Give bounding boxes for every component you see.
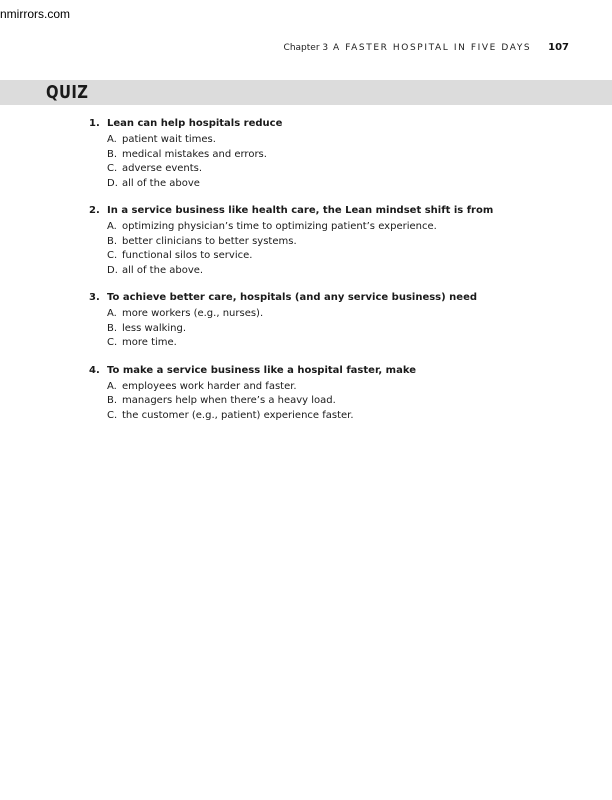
option-text: better clinicians to better systems. bbox=[122, 235, 297, 247]
section-header-band bbox=[0, 80, 612, 105]
answer-option bbox=[89, 235, 589, 250]
option-letter: C. bbox=[107, 337, 118, 348]
question-text: To achieve better care, hospitals (and any service business) need bbox=[107, 292, 478, 303]
question-prompt bbox=[89, 291, 589, 305]
question-prompt bbox=[89, 204, 589, 218]
answer-options bbox=[89, 380, 589, 424]
answer-options bbox=[89, 133, 589, 191]
question-list bbox=[89, 117, 589, 436]
option-letter: D. bbox=[107, 177, 118, 189]
option-letter: C. bbox=[107, 409, 118, 421]
option-text: less walking. bbox=[122, 322, 187, 334]
option-text: medical mistakes and errors. bbox=[122, 148, 267, 160]
option-letter: B. bbox=[107, 322, 118, 334]
page-number: 107 bbox=[548, 42, 569, 53]
answer-options bbox=[89, 307, 589, 351]
answer-option bbox=[89, 133, 589, 148]
section-title: QUIZ bbox=[46, 82, 89, 103]
answer-option bbox=[89, 177, 589, 192]
answer-option bbox=[89, 394, 589, 409]
question-number: 3. bbox=[89, 292, 100, 303]
option-letter: A. bbox=[107, 308, 117, 319]
option-text: the customer (e.g., patient) experience faster. bbox=[122, 409, 354, 421]
option-letter: C. bbox=[107, 163, 118, 174]
question-number: 4. bbox=[89, 364, 100, 376]
option-letter: B. bbox=[107, 148, 118, 160]
option-text: patient wait times. bbox=[122, 134, 216, 145]
question-text: In a service business like health care, the Lean mindset shift is from bbox=[107, 205, 494, 216]
answer-option bbox=[89, 249, 589, 264]
option-letter: B. bbox=[107, 395, 118, 406]
answer-options bbox=[89, 220, 589, 278]
question-text: To make a service business like a hospital faster, make bbox=[107, 364, 417, 376]
option-letter: A. bbox=[107, 221, 117, 232]
option-text: managers help when there’s a heavy load. bbox=[122, 395, 336, 406]
answer-option bbox=[89, 220, 589, 235]
option-letter: A. bbox=[107, 380, 117, 392]
answer-option bbox=[89, 336, 589, 351]
quiz-question-4 bbox=[89, 364, 589, 424]
question-prompt bbox=[89, 364, 589, 378]
option-letter: B. bbox=[107, 235, 118, 247]
answer-option bbox=[89, 322, 589, 337]
answer-option bbox=[89, 162, 589, 177]
option-text: employees work harder and faster. bbox=[122, 380, 297, 392]
option-text: more workers (e.g., nurses). bbox=[122, 308, 264, 319]
answer-option bbox=[89, 148, 589, 163]
option-letter: A. bbox=[107, 134, 117, 145]
watermark-text: nmirrors.com bbox=[0, 7, 71, 21]
answer-option bbox=[89, 264, 589, 279]
option-letter: D. bbox=[107, 264, 118, 276]
question-number: 1. bbox=[89, 118, 100, 129]
quiz-question-2 bbox=[89, 204, 589, 278]
chapter-title: A FASTER HOSPITAL IN FIVE DAYS bbox=[333, 43, 532, 53]
running-header bbox=[284, 42, 569, 53]
answer-option bbox=[89, 380, 589, 395]
question-prompt bbox=[89, 117, 589, 131]
quiz-question-3 bbox=[89, 291, 589, 351]
question-text: Lean can help hospitals reduce bbox=[107, 118, 283, 129]
option-text: all of the above. bbox=[122, 264, 204, 276]
answer-option bbox=[89, 307, 589, 322]
option-letter: C. bbox=[107, 250, 118, 261]
quiz-question-1 bbox=[89, 117, 589, 191]
question-number: 2. bbox=[89, 205, 100, 216]
option-text: adverse events. bbox=[122, 163, 203, 174]
option-text: all of the above bbox=[122, 177, 200, 189]
chapter-label: Chapter 3 bbox=[283, 43, 329, 53]
option-text: functional silos to service. bbox=[122, 250, 253, 261]
option-text: more time. bbox=[122, 337, 177, 348]
option-text: optimizing physician’s time to optimizing patient’s experience. bbox=[122, 221, 437, 232]
answer-option bbox=[89, 409, 589, 424]
